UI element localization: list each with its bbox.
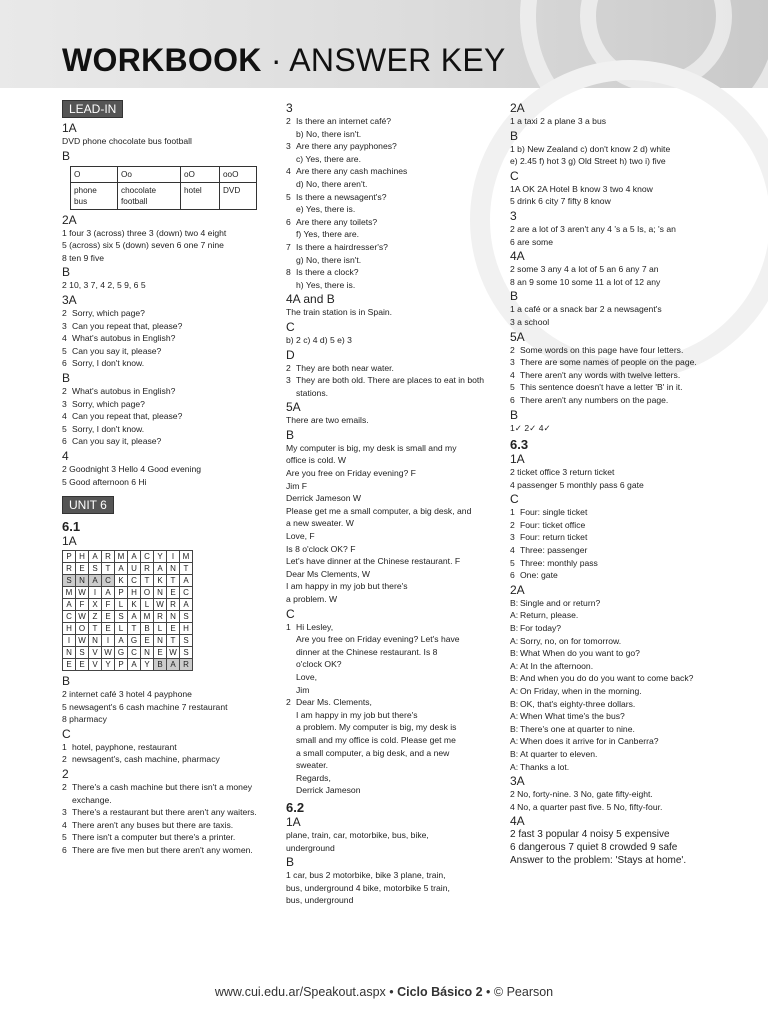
list-item: 1 Hi Lesley, (286, 621, 334, 632)
section-heading: C (510, 168, 519, 183)
grid-letter: A (63, 599, 76, 611)
answer-text: 6 are some (510, 236, 553, 247)
list-item: 3 Sorry, which page? (62, 398, 145, 409)
list-item: B: There's one at quarter to nine. (510, 723, 635, 734)
grid-letter: O (141, 587, 154, 599)
answer-text: 5 (across) six 5 (down) seven 6 one 7 nine (62, 240, 224, 251)
grid-letter: A (89, 575, 102, 587)
grid-letter: C (141, 551, 154, 563)
section-heading: B (510, 128, 519, 143)
answer-text: 1 b) New Zealand c) don't know 2 d) white (510, 143, 671, 154)
section-heading: 6.1 (62, 519, 81, 535)
answer-text: I am happy in my job but there's (296, 709, 418, 720)
answer-text: 2 ticket office 3 return ticket (510, 467, 615, 478)
grid-letter: S (180, 611, 193, 623)
grid-letter: L (115, 599, 128, 611)
section-heading: B (62, 265, 71, 280)
grid-letter: K (154, 575, 167, 587)
grid-letter: F (76, 599, 89, 611)
grid-letter: W (167, 647, 180, 659)
list-item: B: And when you do do you want to come back? (510, 673, 694, 684)
grid-letter: A (180, 575, 193, 587)
table-cell: hotel (181, 182, 220, 209)
list-item: 1 hotel, payphone, restaurant (62, 741, 177, 752)
section-heading: 2A (510, 582, 525, 597)
section-heading: B (62, 148, 71, 163)
grid-letter: H (128, 587, 141, 599)
section-heading: C (62, 726, 71, 741)
grid-letter: Y (141, 659, 154, 671)
list-item: 3 There are some names of people on the page. (510, 357, 697, 368)
grid-letter: H (180, 623, 193, 635)
list-item: 4 Can you repeat that, please? (62, 411, 183, 422)
table-cell: phone bus (71, 182, 118, 209)
list-item: 5 There isn't a computer but there's a printer. (62, 832, 236, 843)
grid-letter: C (180, 587, 193, 599)
column-2 (286, 100, 490, 907)
list-item: 7 Is there a hairdresser's? (286, 241, 388, 252)
column-3 (510, 100, 715, 867)
list-item: 6 Sorry, I don't know. (62, 358, 145, 369)
grid-letter: F (102, 599, 115, 611)
grid-letter: T (167, 635, 180, 647)
grid-letter: W (76, 587, 89, 599)
list-item: 8 Is there a clock? (286, 267, 359, 278)
grid-letter: E (154, 647, 167, 659)
grid-letter: S (115, 611, 128, 623)
grid-letter: S (180, 647, 193, 659)
grid-letter: E (76, 563, 89, 575)
answer-text: The train station is in Spain. (286, 307, 393, 318)
answer-text: My computer is big, my desk is small and my (286, 442, 457, 453)
section-heading: 3 (510, 208, 517, 223)
grid-letter: E (63, 659, 76, 671)
grid-letter: I (63, 635, 76, 647)
section-heading: B (510, 407, 519, 422)
answer-text: 2 some 3 any 4 a lot of 5 an 6 any 7 an (510, 264, 659, 275)
section-heading: 1A (62, 121, 77, 135)
answer-text: 1 a café or a snack bar 2 a newsagent's (510, 304, 662, 315)
answer-text: o'clock OK? (296, 659, 342, 670)
grid-letter: P (115, 587, 128, 599)
grid-letter: A (180, 599, 193, 611)
grid-letter: P (115, 659, 128, 671)
answer-text: Please get me a small computer, a big desk, and (286, 505, 472, 516)
table-header: ooO (220, 166, 257, 182)
list-item: b) No, there isn't. (296, 128, 362, 139)
answer-text: 1 four 3 (across) three 3 (down) two 4 eight (62, 227, 227, 238)
section-heading: B (286, 427, 295, 442)
list-item: 3 Are there any payphones? (286, 141, 397, 152)
section-heading: 4A (510, 249, 525, 264)
list-item: 2 What's autobus in English? (62, 385, 176, 396)
list-item: B: OK, that's eighty-three dollars. (510, 698, 636, 709)
section-heading: C (510, 492, 519, 507)
list-item: 6 Can you say it, please? (62, 436, 162, 447)
section-heading: B (62, 674, 71, 689)
section-heading: 1A (286, 814, 301, 829)
list-item: 6 There are five men but there aren't any women. (62, 845, 253, 856)
answer-text: small and my office is cold. Please get me (296, 734, 456, 745)
grid-letter: T (128, 623, 141, 635)
footer: www.cui.edu.ar/Speakout.aspx • Ciclo Básico 2 • © Pearson (214, 985, 554, 999)
grid-letter: W (76, 611, 89, 623)
unit-6-label: UNIT 6 (62, 496, 114, 514)
stress-table (70, 166, 257, 210)
grid-letter: E (102, 611, 115, 623)
grid-letter: T (180, 563, 193, 575)
answer-text: 2 No, forty-nine. 3 No, gate fifty-eight. (510, 789, 653, 800)
grid-letter: N (76, 575, 89, 587)
list-item: 5 Sorry, I don't know. (62, 423, 145, 434)
grid-letter: M (63, 587, 76, 599)
list-item: 2 They are both near water. (286, 362, 394, 373)
section-heading: C (286, 319, 295, 334)
grid-letter: S (63, 575, 76, 587)
list-item: c) Yes, there are. (296, 153, 361, 164)
list-item: f) Yes, there are. (296, 229, 360, 240)
grid-letter: K (115, 575, 128, 587)
grid-letter: B (154, 659, 167, 671)
grid-letter: K (128, 599, 141, 611)
table-header: O (71, 166, 118, 182)
grid-letter: L (154, 623, 167, 635)
grid-letter: R (167, 599, 180, 611)
list-item: g) No, there isn't. (296, 254, 362, 265)
grid-letter: A (128, 659, 141, 671)
section-heading: 2A (510, 101, 525, 115)
list-item: 4 What's autobus in English? (62, 333, 176, 344)
grid-letter: Y (154, 551, 167, 563)
answer-text: a problem. W (286, 594, 338, 604)
grid-letter: S (76, 647, 89, 659)
answer-text: 1✓ 2✓ 4✓ (510, 422, 551, 433)
section-heading: 6.2 (286, 799, 305, 815)
list-item: 5 This sentence doesn't have a letter 'B' in it. (510, 382, 683, 393)
table-header: oO (181, 166, 220, 182)
answer-text: a small computer, a big desk, and a new (296, 747, 450, 758)
section-heading: 1A (510, 452, 525, 467)
grid-letter: L (141, 599, 154, 611)
grid-letter: L (115, 623, 128, 635)
answer-text: 2 fast 3 popular 4 noisy 5 expensive (510, 829, 670, 841)
grid-letter: A (128, 611, 141, 623)
list-item: B: For today? (510, 623, 562, 634)
grid-letter: G (115, 647, 128, 659)
answer-text: Jim F (286, 480, 308, 491)
grid-letter: M (115, 551, 128, 563)
grid-letter: X (89, 599, 102, 611)
answer-text: Let's have dinner at the Chinese restaurant. F (286, 556, 461, 567)
answer-text: 1 a taxi 2 a plane 3 a bus (510, 116, 607, 126)
grid-letter: E (76, 659, 89, 671)
list-item: 5 Three: monthly pass (510, 557, 598, 568)
list-item: 6 Are there any toilets? (286, 216, 378, 227)
grid-letter: C (128, 647, 141, 659)
list-item: 2 Four: ticket office (510, 519, 586, 530)
lead-in-label: LEAD-IN (62, 100, 123, 118)
grid-letter: N (167, 563, 180, 575)
footer-url[interactable]: www.cui.edu.ar/Speakout.aspx (214, 985, 386, 999)
answer-text: a problem. My computer is big, my desk is (296, 722, 457, 733)
list-item: 3 There's a restaurant but there aren't any waiters. (62, 807, 257, 818)
section-heading: 4A and B (286, 292, 335, 307)
list-item: 2 Is there an internet café? (286, 116, 392, 126)
grid-letter: T (89, 623, 102, 635)
grid-letter: C (102, 575, 115, 587)
grid-letter: I (89, 587, 102, 599)
grid-letter: M (180, 551, 193, 563)
grid-letter: M (141, 611, 154, 623)
answer-text: Regards, (296, 772, 331, 783)
answer-text: 1A OK 2A Hotel B know 3 two 4 know (510, 183, 653, 194)
answer-text: Answer to the problem: 'Stays at home'. (510, 855, 687, 867)
list-item: 5 Is there a newsagent's? (286, 191, 387, 202)
list-item: 2 Dear Ms. Clements, (286, 697, 372, 708)
list-item: 3 Four: return ticket (510, 532, 588, 543)
grid-letter: N (167, 611, 180, 623)
section-heading: 2A (62, 212, 77, 227)
footer-copyright: © Pearson (493, 985, 554, 999)
answer-text: Jim (296, 684, 310, 695)
list-item: 4 Three: passenger (510, 545, 588, 556)
grid-letter: A (167, 659, 180, 671)
answer-text: Love, F (286, 531, 315, 542)
grid-letter: R (180, 659, 193, 671)
answer-text: 6 dangerous 7 quiet 8 crowded 9 safe (510, 842, 678, 854)
answer-text: b) 2 c) 4 d) 5 e) 3 (286, 334, 352, 345)
list-item: 4 There aren't any words with twelve letters. (510, 369, 681, 380)
grid-letter: S (180, 635, 193, 647)
grid-letter: N (154, 635, 167, 647)
section-heading: B (62, 370, 71, 385)
grid-letter: E (102, 623, 115, 635)
answer-text: office is cold. W (286, 455, 347, 466)
grid-letter: N (63, 647, 76, 659)
answer-text: Dear Ms Clements, W (286, 568, 371, 579)
grid-letter: A (115, 635, 128, 647)
list-item: A: Return, please. (510, 610, 579, 621)
section-heading: 1A (62, 534, 77, 549)
answer-text: sweater. (296, 760, 329, 771)
grid-letter: G (128, 635, 141, 647)
answer-text: 4 passenger 5 monthly pass 6 gate (510, 479, 644, 490)
table-cell: DVD (220, 182, 257, 209)
answer-text: 5 Good afternoon 6 Hi (62, 476, 147, 487)
section-heading: 3 (286, 101, 293, 115)
list-item: 4 Are there any cash machines (286, 166, 408, 177)
answer-text: I am happy in my job but there's (286, 581, 408, 592)
section-heading: C (286, 606, 295, 621)
grid-letter: C (63, 611, 76, 623)
grid-letter: Z (89, 611, 102, 623)
list-item: A: When does it arrive for in Canberra? (510, 736, 659, 747)
section-heading: B (510, 289, 519, 304)
answer-text: 8 pharmacy (62, 714, 107, 725)
answer-text: 2 Goodnight 3 Hello 4 Good evening (62, 463, 202, 474)
table-header: Oo (118, 166, 181, 182)
grid-letter: A (115, 563, 128, 575)
answer-text: plane, train, car, motorbike, bus, bike, (286, 829, 429, 840)
grid-letter: A (154, 563, 167, 575)
grid-letter: V (89, 647, 102, 659)
grid-letter: I (102, 635, 115, 647)
list-item: 2 There's a cash machine but there isn't a money exchange. (62, 782, 253, 805)
grid-letter: N (141, 647, 154, 659)
section-heading: 3A (510, 774, 525, 789)
list-item: A: Thanks a lot. (510, 761, 570, 772)
answer-text: 5 newsagent's 6 cash machine 7 restaurant (62, 701, 228, 712)
grid-letter: H (76, 551, 89, 563)
answer-text: Is 8 o'clock OK? F (286, 543, 356, 554)
list-item: 6 One: gate (510, 570, 558, 581)
answer-text: Are you free on Friday evening? F (286, 468, 416, 479)
section-heading: B (286, 855, 295, 870)
answer-text: 2 internet café 3 hotel 4 payphone (62, 689, 192, 700)
answer-text: 1 car, bus 2 motorbike, bike 3 plane, train, (286, 870, 446, 881)
list-item: 2 Sorry, which page? (62, 307, 145, 318)
list-item: 1 Four: single ticket (510, 507, 588, 518)
section-heading: D (286, 347, 295, 362)
list-item: 3 Can you repeat that, please? (62, 320, 183, 331)
answer-text: e) 2.45 f) hot 3 g) Old Street h) two i) five (510, 156, 666, 167)
grid-letter: O (76, 623, 89, 635)
grid-letter: S (89, 563, 102, 575)
answer-text: 5 drink 6 city 7 fifty 8 know (510, 196, 611, 207)
section-heading: 2 (62, 767, 69, 782)
answer-text: bus, underground (286, 895, 354, 906)
section-heading: 5A (510, 329, 525, 344)
section-heading: 5A (286, 400, 301, 415)
answer-text: 3 a school (510, 316, 550, 327)
answer-text: bus, underground 4 bike, motorbike 5 train, (286, 882, 450, 893)
answer-text: dinner at the Chinese restaurant. Is 8 (296, 646, 438, 657)
list-item: e) Yes, there is. (296, 204, 356, 215)
answer-text: 8 an 9 some 10 some 11 a lot of 12 any (510, 276, 661, 287)
list-item: 3 They are both old. There are places to eat in both stations. (286, 375, 485, 398)
list-item: A: At In the afternoon. (510, 660, 594, 671)
grid-letter: A (89, 551, 102, 563)
word-search-grid (62, 550, 193, 671)
grid-letter: E (167, 587, 180, 599)
grid-letter: E (141, 635, 154, 647)
section-heading: 3A (62, 292, 77, 307)
grid-letter: T (167, 575, 180, 587)
grid-letter: T (141, 575, 154, 587)
list-item: B: Single and or return? (510, 597, 601, 608)
list-item: d) No, there aren't. (296, 178, 368, 189)
answer-text: Derrick Jameson W (286, 493, 361, 504)
grid-letter: A (102, 587, 115, 599)
grid-letter: A (128, 551, 141, 563)
grid-letter: R (63, 563, 76, 575)
grid-letter: Y (102, 659, 115, 671)
grid-letter: U (128, 563, 141, 575)
list-item: A: When What time's the bus? (510, 711, 625, 722)
table-cell: chocolate football (118, 182, 181, 209)
answer-text: underground (286, 842, 335, 853)
grid-letter: W (154, 599, 167, 611)
grid-letter: W (76, 635, 89, 647)
column-1 (62, 100, 272, 857)
answer-text: 4 No, a quarter past five. 5 No, fifty-four. (510, 801, 663, 812)
list-item: 4 There aren't any buses but there are taxis. (62, 819, 234, 830)
grid-letter: H (63, 623, 76, 635)
grid-letter: V (89, 659, 102, 671)
list-item: A: On Friday, when in the morning. (510, 686, 642, 696)
list-item: A: Sorry, no, on for tomorrow. (510, 635, 622, 646)
list-item: 2 newsagent's, cash machine, pharmacy (62, 754, 220, 765)
answer-text: Are you free on Friday evening? Let's have (296, 634, 460, 645)
footer-course: Ciclo Básico 2 (397, 985, 483, 999)
answer-text: Love, (296, 671, 318, 682)
answer-text: 2 are a lot of 3 aren't any 4 's a 5 Is, a; 's an (510, 223, 676, 234)
answer-text: a new sweater. W (286, 518, 354, 529)
list-item: 6 There aren't any numbers on the page. (510, 394, 669, 405)
grid-letter: I (167, 551, 180, 563)
section-heading: 4 (62, 448, 69, 463)
grid-letter: P (63, 551, 76, 563)
grid-letter: T (102, 563, 115, 575)
grid-letter: R (141, 563, 154, 575)
answer-text: 8 ten 9 five (62, 252, 105, 263)
list-item: 5 Can you say it, please? (62, 345, 162, 356)
list-item: B: What When do you want to go? (510, 648, 640, 659)
grid-letter: R (102, 551, 115, 563)
list-item: B: At quarter to eleven. (510, 748, 598, 759)
grid-letter: E (167, 623, 180, 635)
answer-text: 2 10, 3 7, 4 2, 5 9, 6 5 (62, 280, 146, 291)
grid-letter: C (128, 575, 141, 587)
list-item: h) Yes, there is. (296, 279, 356, 290)
grid-letter: R (154, 611, 167, 623)
grid-letter: N (89, 635, 102, 647)
grid-letter: W (102, 647, 115, 659)
list-item: 2 Some words on this page have four letters. (510, 344, 684, 355)
page-title: WORKBOOK · ANSWER KEY (62, 42, 506, 78)
answer-text: Derrick Jameson (296, 785, 361, 796)
section-heading: 4A (510, 814, 525, 829)
grid-letter: N (154, 587, 167, 599)
section-heading: 6.3 (510, 437, 529, 453)
grid-letter: B (141, 623, 154, 635)
answer-text: There are two emails. (286, 415, 369, 426)
answer-text: DVD phone chocolate bus football (62, 136, 192, 146)
